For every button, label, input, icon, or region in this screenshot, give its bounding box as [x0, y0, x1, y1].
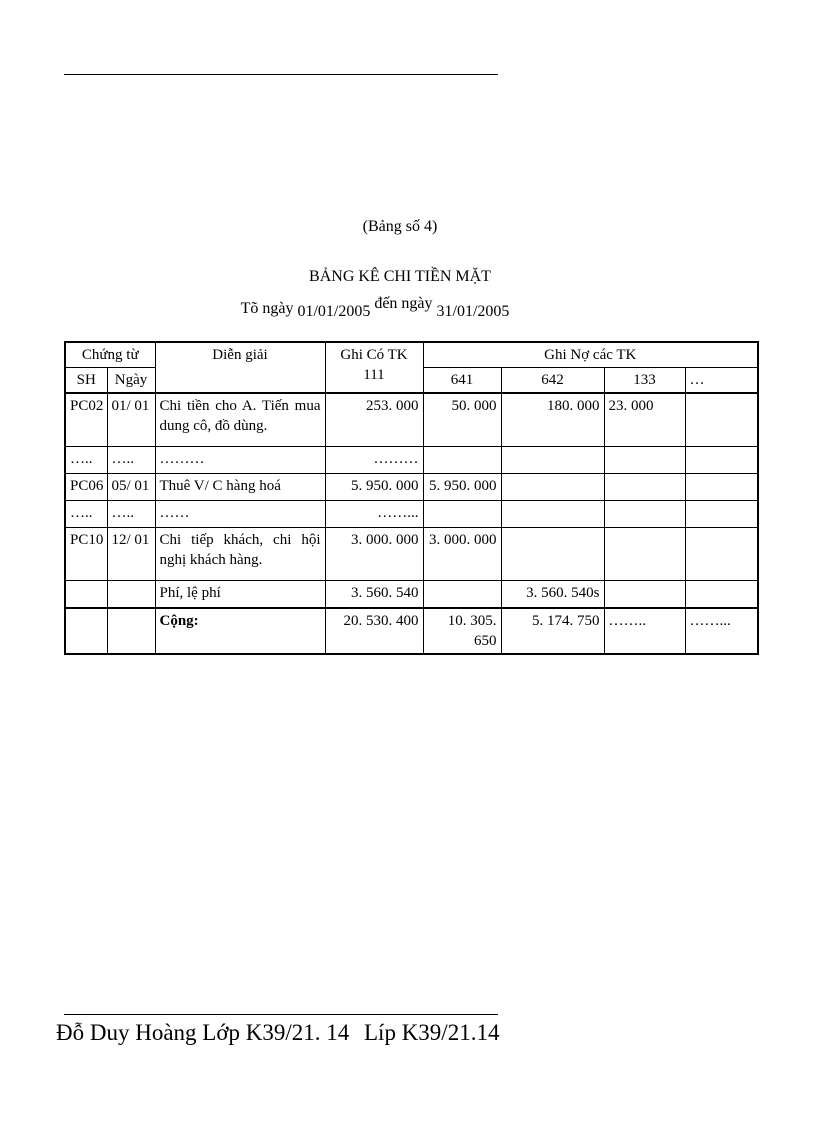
table-row [65, 501, 758, 528]
cell-date [107, 608, 155, 654]
total-credit: 20. 530. 400 [325, 608, 423, 654]
footer-author: Đỗ Duy Hoàng Lớp K39/21. 14 [56, 1020, 350, 1045]
table-row [65, 474, 758, 501]
cell-credit: 5. 950. 000 [325, 474, 423, 501]
cell-more [685, 528, 758, 581]
period-from-label: Tõ ngày [240, 300, 294, 317]
cell-date: ….. [107, 447, 155, 474]
cell-sh: ….. [65, 447, 107, 474]
cell-more [685, 393, 758, 447]
cell-642 [501, 501, 604, 528]
cell-date: 05/ 01 [107, 474, 155, 501]
cell-credit: 253. 000 [325, 393, 423, 447]
cell-642: 3. 560. 540s [501, 581, 604, 609]
header-credit: Ghi Có TK 111 [325, 342, 423, 393]
cell-more [685, 474, 758, 501]
cell-642 [501, 474, 604, 501]
cell-description: …… [155, 501, 325, 528]
header-acc-more: … [685, 368, 758, 394]
cell-133 [604, 501, 685, 528]
cell-133: 23. 000 [604, 393, 685, 447]
cell-more [685, 581, 758, 609]
cell-more [685, 447, 758, 474]
cell-credit: 3. 560. 540 [325, 581, 423, 609]
total-642: 5. 174. 750 [501, 608, 604, 654]
total-row [65, 608, 758, 654]
header-sh: SH [65, 368, 107, 394]
cell-641 [423, 581, 501, 609]
cell-sh: PC02 [65, 393, 107, 447]
cell-date: 12/ 01 [107, 528, 155, 581]
table-row [65, 581, 758, 609]
total-more: ……... [685, 608, 758, 654]
period-to-date: 31/01/2005 [436, 303, 510, 320]
header-description: Diễn giải [155, 342, 325, 393]
cell-sh [65, 581, 107, 609]
document-period [0, 295, 750, 320]
cell-sh: PC06 [65, 474, 107, 501]
cell-642 [501, 447, 604, 474]
cell-credit: ……… [325, 447, 423, 474]
header-voucher: Chứng từ [65, 342, 155, 368]
table-row [65, 528, 758, 581]
cell-642 [501, 528, 604, 581]
cell-641 [423, 447, 501, 474]
cell-date: ….. [107, 501, 155, 528]
total-133: …….. [604, 608, 685, 654]
cash-payment-table [64, 341, 759, 655]
cell-date: 01/ 01 [107, 393, 155, 447]
bottom-rule [64, 1014, 498, 1015]
cell-description: Thuê V/ C hàng hoá [155, 474, 325, 501]
table-caption: (Bảng số 4) [362, 218, 438, 235]
footer-class: Líp K39/21.14 [364, 1020, 500, 1045]
header-acc-641: 641 [423, 368, 501, 394]
cell-description: Chi tiền cho A. Tiến mua dung cô, đồ dùng. [155, 393, 325, 447]
table-row [65, 447, 758, 474]
cell-641: 50. 000 [423, 393, 501, 447]
period-to-label: đến ngày [374, 295, 433, 312]
cell-641 [423, 501, 501, 528]
cell-sh [65, 608, 107, 654]
cell-sh: PC10 [65, 528, 107, 581]
top-rule [64, 74, 498, 75]
cell-description: Chi tiếp khách, chi hội nghị khách hàng. [155, 528, 325, 581]
cell-641: 5. 950. 000 [423, 474, 501, 501]
cell-credit: 3. 000. 000 [325, 528, 423, 581]
period-from-date: 01/01/2005 [297, 303, 371, 320]
total-641: 10. 305. 650 [423, 608, 501, 654]
header-acc-133: 133 [604, 368, 685, 394]
cell-133 [604, 581, 685, 609]
cell-date [107, 581, 155, 609]
total-label: Cộng: [155, 608, 325, 654]
cell-642: 180. 000 [501, 393, 604, 447]
header-debit: Ghi Nợ các TK [423, 342, 758, 368]
cell-sh: ….. [65, 501, 107, 528]
cell-description: ……… [155, 447, 325, 474]
header-acc-642: 642 [501, 368, 604, 394]
cell-133 [604, 474, 685, 501]
document-title: BẢNG KÊ CHI TIỀN MẶT [309, 268, 491, 285]
cell-133 [604, 528, 685, 581]
cell-641: 3. 000. 000 [423, 528, 501, 581]
header-date: Ngày [107, 368, 155, 394]
header-row-1 [65, 342, 758, 368]
cell-more [685, 501, 758, 528]
cell-credit: ……... [325, 501, 423, 528]
cell-133 [604, 447, 685, 474]
table-row [65, 393, 758, 447]
cell-description: Phí, lệ phí [155, 581, 325, 609]
